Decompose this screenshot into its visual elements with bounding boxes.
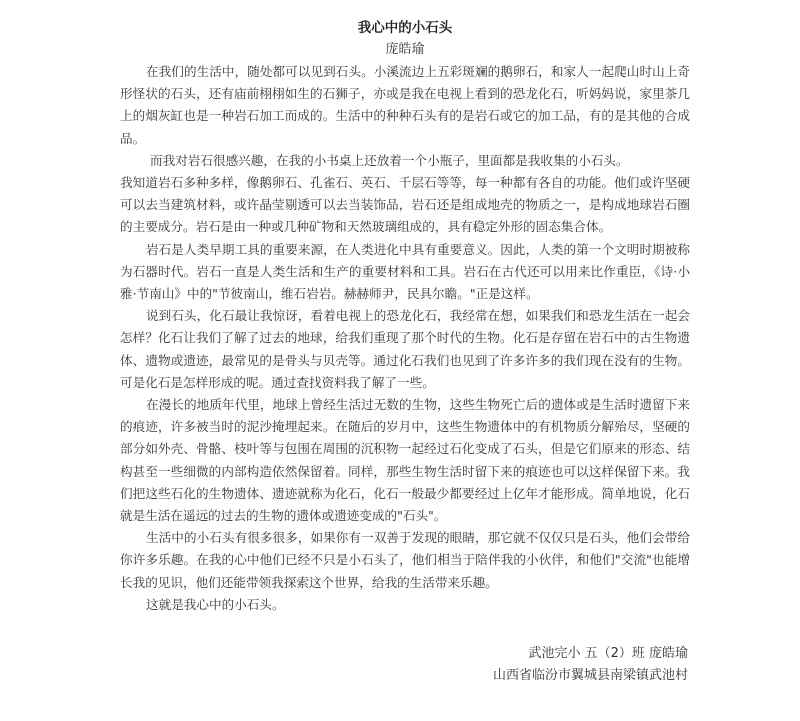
paragraph-5: 说到石头，化石最让我惊讶，看着电视上的恐龙化石，我经常在想，如果我们和恐龙生活在一起会怎样？化石让我们了解了过去的地球，给我们重现了那个时代的生物。化石是存留在岩石中的古生物遗体、遗物或遗迹，最常见的是骨头与贝壳等。通过化石我们也见到了许多许多的我们现在没有的生物。可是化石是怎样形成的呢。通过查找资料我了解了一些。: [120, 308, 690, 390]
paragraph-1: 在我们的生活中，随处都可以见到石头。小溪流边上五彩斑斓的鹅卵石，和家人一起爬山时山上奇形怪状的石头，还有庙前栩栩如生的石狮子，亦或是我在电视上看到的恐龙化石，听妈妈说，家里茶几上的烟灰缸也是一种岩石加工而成的。生活中的种种石头有的是岩石或它的加工品，有的是其他的合成品。: [120, 64, 690, 146]
article-title: 我心中的小石头: [357, 20, 453, 36]
article-body: [120, 61, 690, 616]
paragraph-8: 这就是我心中的小石头。: [146, 596, 285, 612]
paragraph-7: 生活中的小石头有很多很多，如果你有一双善于发现的眼睛，那它就不仅仅只是石头，他们会带给你许多乐趣。在我的心中他们已经不只是小石头了，他们相当于陪伴我的小伙伴，和他们"交流"也能增长我的见识，他们还能带领我探索这个世界，给我的生活带来乐趣。: [120, 530, 690, 590]
signature-address: 山西省临汾市翼城县南梁镇武池村: [492, 668, 688, 683]
paragraph-3: 我知道岩石多种多样，像鹅卵石、孔雀石、英石、千层石等等，每一种都有各自的功能。他们或许坚硬可以去当建筑材料，或许晶莹剔透可以去当装饰品，岩石还是组成地壳的物质之一，是构成地球岩石圈的主要成分。岩石是由一种或几种矿物和天然玻璃组成的，具有稳定外形的固态集合体。: [120, 175, 690, 235]
paragraph-6: 在漫长的地质年代里，地球上曾经生活过无数的生物，这些生物死亡后的遗体或是生活时遗留下来的痕迹，许多被当时的泥沙掩埋起来。在随后的岁月中，这些生物遗体中的有机物质分解殆尽，坚硬的部分如外壳、骨骼、枝叶等与包围在周围的沉积物一起经过石化变成了石头，但是它们原来的形态、结构甚至一些细微的内部构造依然保留着。同样，那些生物生活时留下来的痕迹也可以这样保留下来。我们把这些石化的生物遗体、遗迹就称为化石，化石一般最少都要经过上亿年才能形成。简单地说，化石就是生活在遥远的过去的生物的遗体或遗迹变成的"石头"。: [120, 397, 690, 524]
paragraph-2: 而我对岩石很感兴趣，在我的小书桌上还放着一个小瓶子，里面都是我收集的小石头。: [150, 152, 629, 168]
signature-school: 武池完小 五（2）班 庞皓瑜: [528, 646, 688, 661]
paragraph-4: 岩石是人类早期工具的重要来源，在人类进化中具有重要意义。因此，人类的第一个文明时期被称为石器时代。岩石一直是人类生活和生产的重要材料和工具。岩石在古代还可以用来比作重臣，《诗·小雅·节南山》中的"节彼南山，维石岩岩。赫赫师尹，民具尔瞻。"正是这样。: [120, 241, 690, 302]
article-author: 庞皓瑜: [385, 42, 425, 57]
